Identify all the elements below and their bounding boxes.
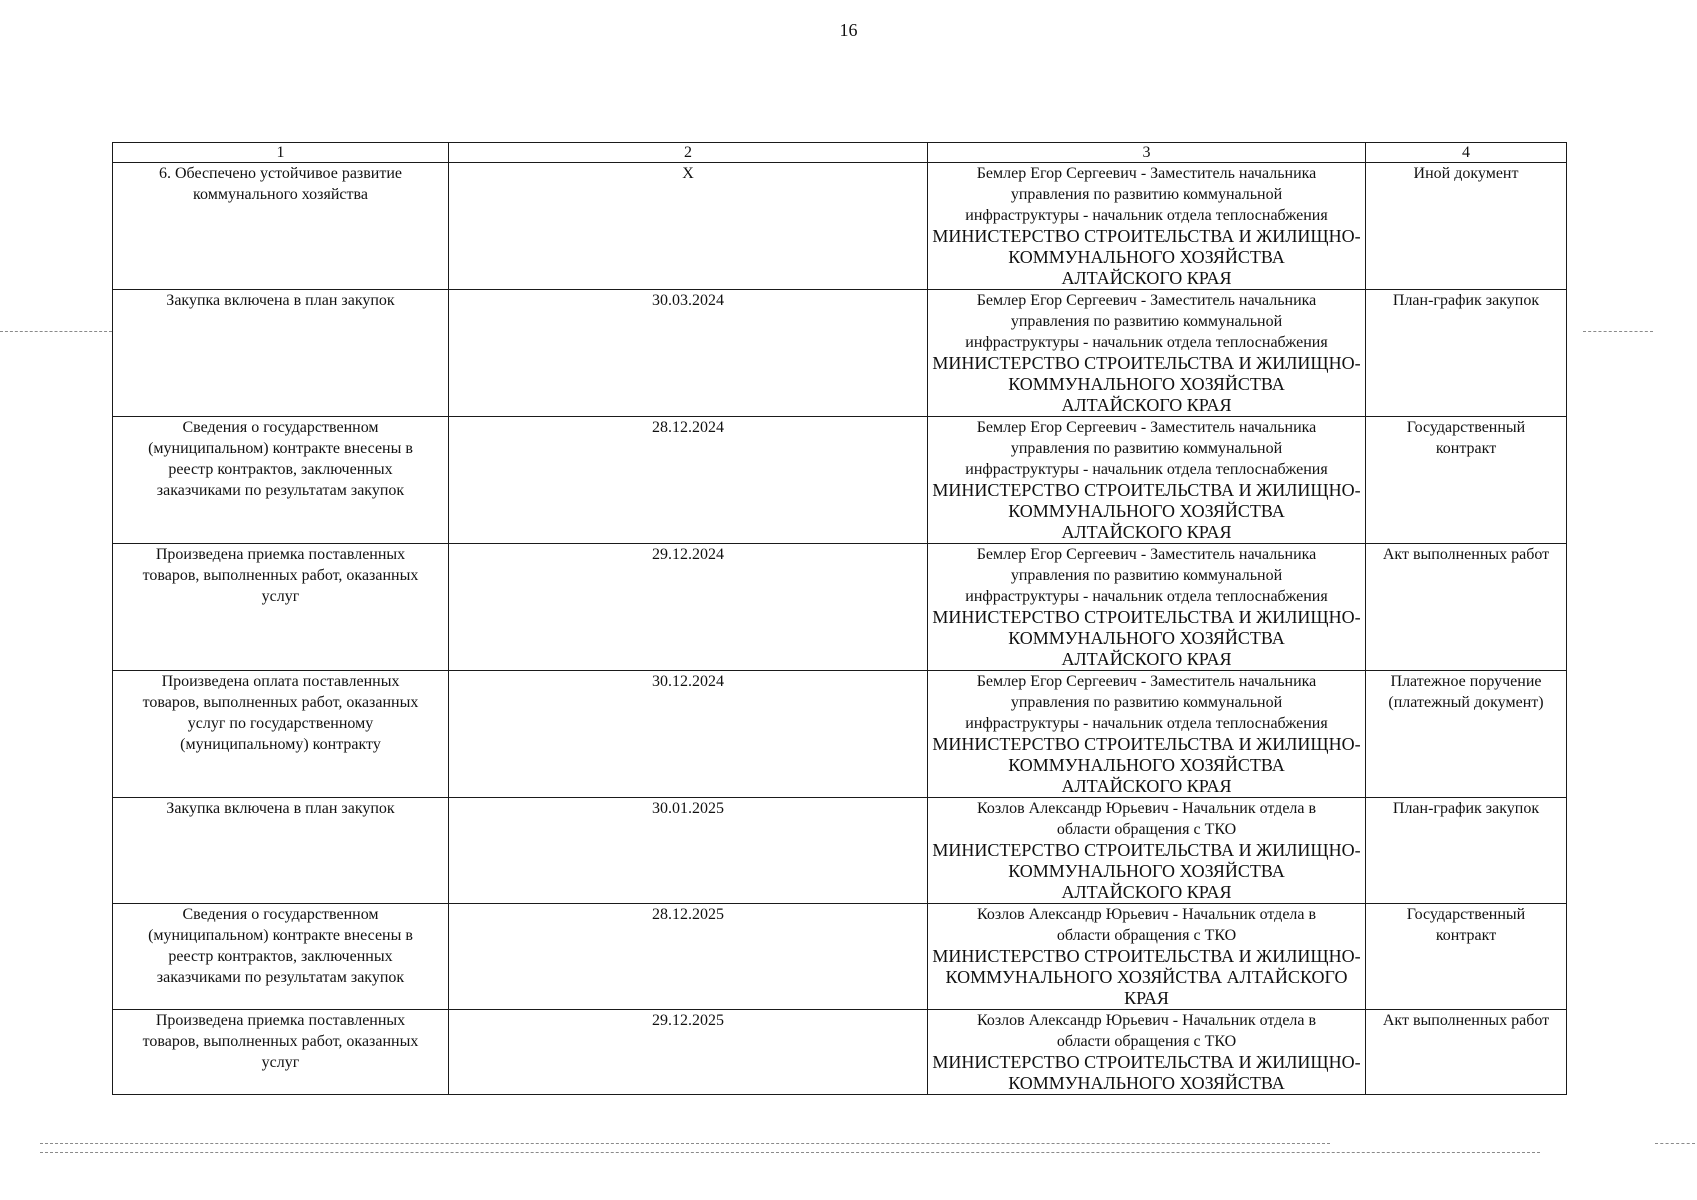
date-text: 30.01.2025 [652,800,724,817]
date-text: 28.12.2024 [652,419,724,436]
event-cell [113,1010,449,1095]
organization-text: МИНИСТЕРСТВО СТРОИТЕЛЬСТВА И ЖИЛИЩНО- КОММУНАЛЬНОГО ХОЗЯЙСТВА АЛТАЙСКОГО КРАЯ [932,734,1361,796]
responsible-text: Бемлер Егор Сергеевич - Заместитель начальника управления по развитию коммунальной инфраструктуры - начальник отдела теплоснабжения [965,673,1328,732]
date-text: 30.03.2024 [652,292,724,309]
column-header: 4 [1366,143,1567,163]
page-number: 16 [839,20,858,40]
column-header: 1 [113,143,449,163]
table-row [113,798,1567,904]
event-cell [113,417,449,544]
event-text: 6. Обеспечено устойчивое развитие коммунального хозяйства [158,165,403,203]
responsible-cell [928,904,1366,1010]
responsible-text: Бемлер Егор Сергеевич - Заместитель начальника управления по развитию коммунальной инфраструктуры - начальник отдела теплоснабжения [965,165,1328,224]
organization-text: МИНИСТЕРСТВО СТРОИТЕЛЬСТВА И ЖИЛИЩНО- КОММУНАЛЬНОГО ХОЗЯЙСТВА АЛТАЙСКОГО КРАЯ [932,840,1361,902]
organization-text: МИНИСТЕРСТВО СТРОИТЕЛЬСТВА И ЖИЛИЩНО- КОММУНАЛЬНОГО ХОЗЯЙСТВА АЛТАЙСКОГО КРАЯ [932,353,1361,415]
date-cell [449,290,928,417]
document-text: Государственный контракт [1406,419,1526,457]
date-text: 29.12.2025 [652,1012,724,1029]
event-text: Произведена приемка поставленных товаров, выполненных работ, оказанных услуг [142,546,419,605]
document-cell [1366,290,1567,417]
event-text: Закупка включена в план закупок [166,800,395,817]
date-cell [449,163,928,290]
event-cell [113,544,449,671]
event-cell [113,163,449,290]
document-cell [1366,163,1567,290]
responsible-cell [928,163,1366,290]
document-text: Иной документ [1413,165,1519,182]
event-cell [113,290,449,417]
document-text: Акт выполненных работ [1382,1012,1550,1029]
event-cell [113,671,449,798]
date-cell [449,904,928,1010]
document-cell [1366,798,1567,904]
date-text: 30.12.2024 [652,673,724,690]
event-text: Закупка включена в план закупок [166,292,395,309]
document-text: Государственный контракт [1406,906,1526,944]
document-text: План-график закупок [1392,292,1540,309]
responsible-text: Козлов Александр Юрьевич - Начальник отдела в области обращения с ТКО [976,1012,1317,1050]
document-cell [1366,544,1567,671]
document-text: Платежное поручение (платежный документ) [1388,673,1544,711]
table-row [113,1010,1567,1095]
responsible-text: Бемлер Егор Сергеевич - Заместитель начальника управления по развитию коммунальной инфраструктуры - начальник отдела теплоснабжения [965,292,1328,351]
date-cell [449,417,928,544]
table-header-row [113,143,1567,163]
scan-artifact-line [40,1143,1330,1144]
responsible-cell [928,417,1366,544]
schedule-table [112,142,1567,1095]
column-header: 3 [928,143,1366,163]
event-text: Сведения о государственном (муниципальном) контракте внесены в реестр контрактов, заключенных заказчиками по результатам закупок [148,906,413,986]
event-text: Произведена приемка поставленных товаров, выполненных работ, оказанных услуг [142,1012,419,1071]
date-text: 28.12.2025 [652,906,724,923]
organization-text: МИНИСТЕРСТВО СТРОИТЕЛЬСТВА И ЖИЛИЩНО- КОММУНАЛЬНОГО ХОЗЯЙСТВА [932,1052,1361,1093]
date-cell [449,671,928,798]
organization-text: МИНИСТЕРСТВО СТРОИТЕЛЬСТВА И ЖИЛИЩНО- КОММУНАЛЬНОГО ХОЗЯЙСТВА АЛТАЙСКОГО КРАЯ [932,226,1361,288]
responsible-cell [928,1010,1366,1095]
responsible-cell [928,544,1366,671]
document-cell [1366,417,1567,544]
table-row [113,290,1567,417]
date-text: X [682,165,694,182]
table-row [113,904,1567,1010]
document-cell [1366,1010,1567,1095]
table-row [113,163,1567,290]
document-text: Акт выполненных работ [1382,546,1550,563]
document-text: План-график закупок [1392,800,1540,817]
organization-text: МИНИСТЕРСТВО СТРОИТЕЛЬСТВА И ЖИЛИЩНО- КОММУНАЛЬНОГО ХОЗЯЙСТВА АЛТАЙСКОГО КРАЯ [932,480,1361,542]
responsible-text: Козлов Александр Юрьевич - Начальник отдела в области обращения с ТКО [976,800,1317,838]
responsible-text: Бемлер Егор Сергеевич - Заместитель начальника управления по развитию коммунальной инфраструктуры - начальник отдела теплоснабжения [965,546,1328,605]
table-row [113,671,1567,798]
scan-artifact-line [1655,1143,1695,1144]
column-header: 2 [449,143,928,163]
scan-artifact-line [1583,331,1653,332]
organization-text: МИНИСТЕРСТВО СТРОИТЕЛЬСТВА И ЖИЛИЩНО- КОММУНАЛЬНОГО ХОЗЯЙСТВА АЛТАЙСКОГО КРАЯ [932,607,1361,669]
event-cell [113,798,449,904]
document-cell [1366,904,1567,1010]
responsible-text: Бемлер Егор Сергеевич - Заместитель начальника управления по развитию коммунальной инфраструктуры - начальник отдела теплоснабжения [965,419,1328,478]
responsible-cell [928,290,1366,417]
table-row [113,417,1567,544]
date-cell [449,798,928,904]
date-cell [449,544,928,671]
event-text: Произведена оплата поставленных товаров, выполненных работ, оказанных услуг по государственному (муниципальному) контракту [142,673,419,753]
date-cell [449,1010,928,1095]
table-row [113,544,1567,671]
responsible-cell [928,671,1366,798]
event-cell [113,904,449,1010]
responsible-cell [928,798,1366,904]
scan-artifact-line [0,331,112,332]
date-text: 29.12.2024 [652,546,724,563]
document-cell [1366,671,1567,798]
responsible-text: Козлов Александр Юрьевич - Начальник отдела в области обращения с ТКО [976,906,1317,944]
scan-artifact-line [40,1152,1540,1153]
organization-text: МИНИСТЕРСТВО СТРОИТЕЛЬСТВА И ЖИЛИЩНО- КОММУНАЛЬНОГО ХОЗЯЙСТВА АЛТАЙСКОГО КРАЯ [932,946,1361,1008]
event-text: Сведения о государственном (муниципальном) контракте внесены в реестр контрактов, заключенных заказчиками по результатам закупок [148,419,413,499]
